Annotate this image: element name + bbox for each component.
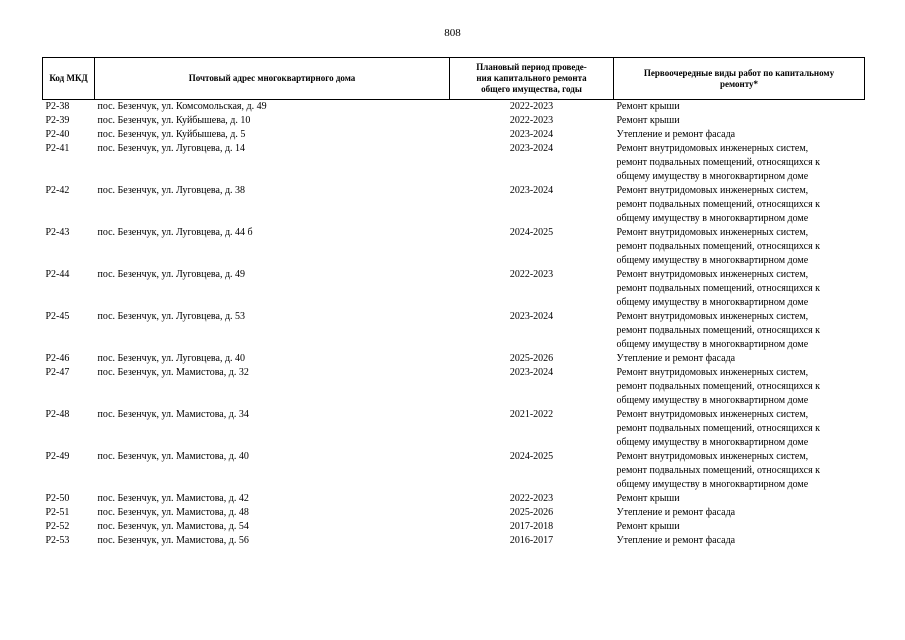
header-period-line: ния капитального ремонта xyxy=(476,73,587,83)
header-period-line: Плановый период проведе- xyxy=(476,62,587,72)
works-line: общему имуществу в многоквартирном доме xyxy=(616,171,809,182)
cell-address: пос. Безенчук, ул. Мамистова, д. 56 xyxy=(97,535,249,546)
cell-period: 2023-2024 xyxy=(509,143,554,154)
header-period xyxy=(450,58,614,100)
table-row xyxy=(43,310,865,352)
cell-works xyxy=(614,366,865,408)
table-row xyxy=(43,268,865,310)
cell-period: 2024-2025 xyxy=(509,451,554,462)
cell-code: Р2-51 xyxy=(45,507,70,518)
table-row xyxy=(43,114,865,128)
header-works xyxy=(614,58,865,100)
works-line: общему имуществу в многоквартирном доме xyxy=(616,437,809,448)
works-line: Ремонт крыши xyxy=(616,521,680,532)
works-line: Ремонт крыши xyxy=(616,115,680,126)
cell-works xyxy=(614,520,865,534)
cell-address: пос. Безенчук, ул. Куйбышева, д. 10 xyxy=(97,115,251,126)
cell-period: 2023-2024 xyxy=(509,367,554,378)
cell-code: Р2-41 xyxy=(45,143,70,154)
table-row xyxy=(43,100,865,115)
header-period-line: общего имущества, годы xyxy=(481,84,582,94)
table-row xyxy=(43,450,865,492)
cell-period: 2022-2023 xyxy=(509,101,554,112)
table-row xyxy=(43,142,865,184)
cell-code: Р2-47 xyxy=(45,367,70,378)
works-line: ремонт подвальных помещений, относящихся к xyxy=(616,465,821,476)
works-line: Ремонт внутридомовых инженерных систем, xyxy=(616,311,809,322)
cell-address: пос. Безенчук, ул. Луговцева, д. 38 xyxy=(97,185,246,196)
works-line: общему имуществу в многоквартирном доме xyxy=(616,213,809,224)
cell-works xyxy=(614,184,865,226)
cell-code: Р2-39 xyxy=(45,115,70,126)
works-line: Ремонт крыши xyxy=(616,493,680,504)
works-line: Ремонт внутридомовых инженерных систем, xyxy=(616,227,809,238)
table-row xyxy=(43,352,865,366)
table-row xyxy=(43,226,865,268)
table-header xyxy=(43,58,865,100)
works-line: Ремонт внутридомовых инженерных систем, xyxy=(616,367,809,378)
cell-address: пос. Безенчук, ул. Луговцева, д. 14 xyxy=(97,143,246,154)
header-works-line: Первоочередные виды работ по капитальному xyxy=(643,67,835,78)
cell-code: Р2-49 xyxy=(45,451,70,462)
works-line: Утепление и ремонт фасада xyxy=(616,535,736,546)
works-line: ремонт подвальных помещений, относящихся к xyxy=(616,199,821,210)
works-line: общему имуществу в многоквартирном доме xyxy=(616,395,809,406)
header-works-line: ремонту* xyxy=(720,78,758,89)
header-code: Код МКД xyxy=(43,58,95,100)
works-line: ремонт подвальных помещений, относящихся к xyxy=(616,283,821,294)
cell-code: Р2-46 xyxy=(45,353,70,364)
cell-address: пос. Безенчук, ул. Комсомольская, д. 49 xyxy=(97,101,267,112)
works-line: Утепление и ремонт фасада xyxy=(616,507,736,518)
cell-period: 2022-2023 xyxy=(509,115,554,126)
cell-period: 2024-2025 xyxy=(509,227,554,238)
cell-period: 2023-2024 xyxy=(509,311,554,322)
cell-period: 2025-2026 xyxy=(509,353,554,364)
cell-code: Р2-43 xyxy=(45,227,70,238)
cell-works xyxy=(614,408,865,450)
cell-code: Р2-45 xyxy=(45,311,70,322)
cell-works xyxy=(614,114,865,128)
works-line: Ремонт внутридомовых инженерных систем, xyxy=(616,269,809,280)
cell-period: 2021-2022 xyxy=(509,409,554,420)
cell-address: пос. Безенчук, ул. Куйбышева, д. 5 xyxy=(97,129,246,140)
cell-code: Р2-44 xyxy=(45,269,70,280)
table-row xyxy=(43,128,865,142)
page-number: 808 xyxy=(444,27,461,39)
works-line: общему имуществу в многоквартирном доме xyxy=(616,255,809,266)
table-body xyxy=(43,100,865,549)
table-row xyxy=(43,184,865,226)
cell-address: пос. Безенчук, ул. Мамистова, д. 54 xyxy=(97,521,249,532)
works-line: ремонт подвальных помещений, относящихся к xyxy=(616,241,821,252)
works-line: ремонт подвальных помещений, относящихся к xyxy=(616,423,821,434)
cell-address: пос. Безенчук, ул. Луговцева, д. 40 xyxy=(97,353,246,364)
repair-schedule-table xyxy=(42,57,865,548)
cell-address: пос. Безенчук, ул. Луговцева, д. 49 xyxy=(97,269,246,280)
cell-period: 2023-2024 xyxy=(509,129,554,140)
cell-code: Р2-42 xyxy=(45,185,70,196)
cell-code: Р2-52 xyxy=(45,521,70,532)
works-line: ремонт подвальных помещений, относящихся к xyxy=(616,157,821,168)
cell-works xyxy=(614,100,865,115)
cell-works xyxy=(614,534,865,548)
cell-works xyxy=(614,226,865,268)
cell-address: пос. Безенчук, ул. Мамистова, д. 48 xyxy=(97,507,249,518)
works-line: Ремонт внутридомовых инженерных систем, xyxy=(616,409,809,420)
cell-works xyxy=(614,352,865,366)
cell-code: Р2-50 xyxy=(45,493,70,504)
header-address: Почтовый адрес многоквартирного дома xyxy=(95,58,450,100)
cell-address: пос. Безенчук, ул. Мамистова, д. 34 xyxy=(97,409,249,420)
cell-code: Р2-38 xyxy=(45,101,70,112)
cell-period: 2022-2023 xyxy=(509,269,554,280)
works-line: общему имуществу в многоквартирном доме xyxy=(616,339,809,350)
cell-works xyxy=(614,506,865,520)
table-row xyxy=(43,366,865,408)
cell-period: 2016-2017 xyxy=(509,535,554,546)
works-line: Ремонт крыши xyxy=(616,101,680,112)
works-line: общему имуществу в многоквартирном доме xyxy=(616,297,809,308)
cell-address: пос. Безенчук, ул. Мамистова, д. 32 xyxy=(97,367,249,378)
works-line: Ремонт внутридомовых инженерных систем, xyxy=(616,143,809,154)
table-row xyxy=(43,492,865,506)
works-line: Утепление и ремонт фасада xyxy=(616,353,736,364)
cell-code: Р2-48 xyxy=(45,409,70,420)
cell-works xyxy=(614,142,865,184)
table-row xyxy=(43,408,865,450)
cell-code: Р2-40 xyxy=(45,129,70,140)
cell-works xyxy=(614,310,865,352)
works-line: общему имуществу в многоквартирном доме xyxy=(616,479,809,490)
cell-works xyxy=(614,128,865,142)
cell-address: пос. Безенчук, ул. Луговцева, д. 44 б xyxy=(97,227,253,238)
works-line: ремонт подвальных помещений, относящихся к xyxy=(616,325,821,336)
cell-period: 2022-2023 xyxy=(509,493,554,504)
table-row xyxy=(43,506,865,520)
cell-period: 2025-2026 xyxy=(509,507,554,518)
works-line: Ремонт внутридомовых инженерных систем, xyxy=(616,185,809,196)
cell-works xyxy=(614,268,865,310)
table-row xyxy=(43,520,865,534)
cell-address: пос. Безенчук, ул. Мамистова, д. 40 xyxy=(97,451,249,462)
works-line: ремонт подвальных помещений, относящихся к xyxy=(616,381,821,392)
cell-period: 2017-2018 xyxy=(509,521,554,532)
table-row xyxy=(43,534,865,548)
cell-code: Р2-53 xyxy=(45,535,70,546)
cell-address: пос. Безенчук, ул. Луговцева, д. 53 xyxy=(97,311,246,322)
works-line: Ремонт внутридомовых инженерных систем, xyxy=(616,451,809,462)
cell-period: 2023-2024 xyxy=(509,185,554,196)
header-row xyxy=(43,58,865,100)
cell-works xyxy=(614,492,865,506)
works-line: Утепление и ремонт фасада xyxy=(616,129,736,140)
cell-works xyxy=(614,450,865,492)
cell-address: пос. Безенчук, ул. Мамистова, д. 42 xyxy=(97,493,249,504)
